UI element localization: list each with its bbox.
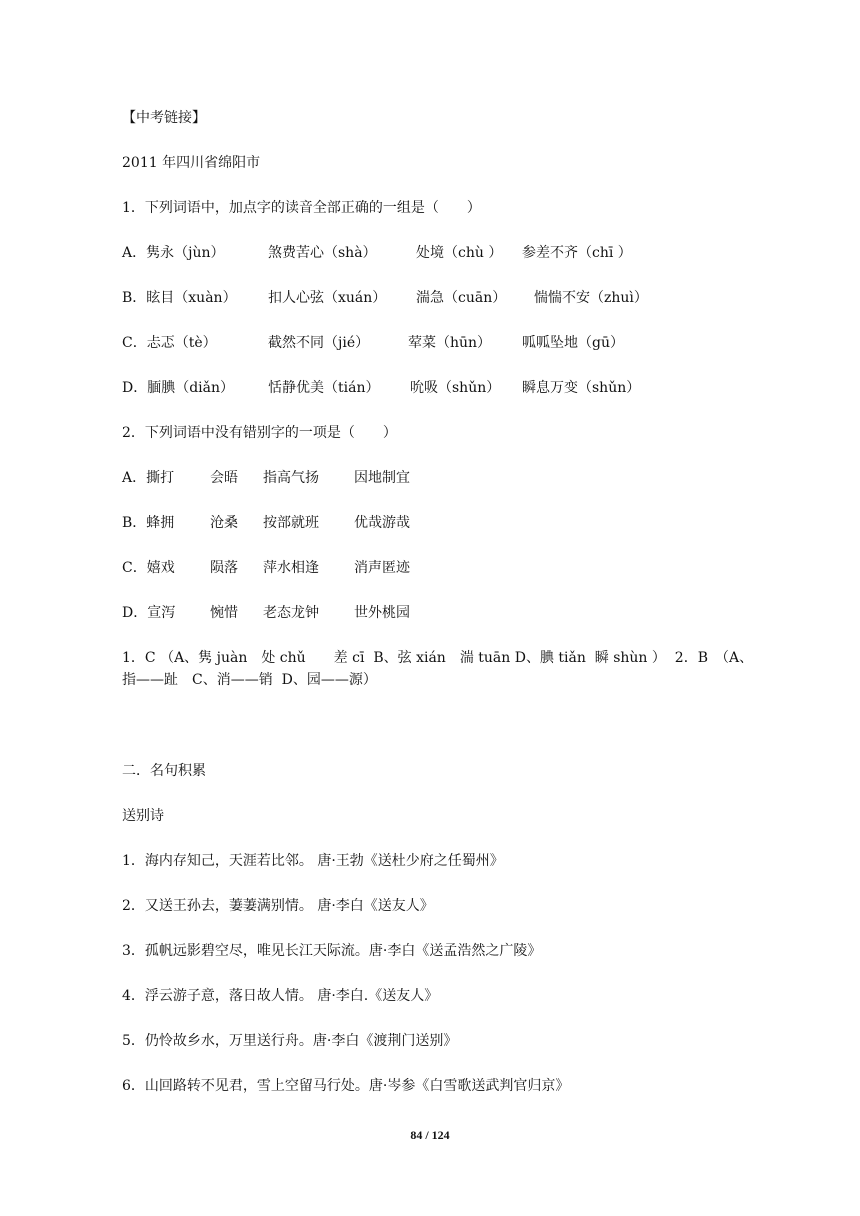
answer-key-line-1: 1．C （A、隽 juàn 处 chǔ 差 cī B、弦 xián 湍 tuān D、腆 tiǎn 瞬 shùn ） 2．B （A、 [122,650,754,666]
q2-option-b-col2: 沧桑 [210,515,238,531]
q1-option-b-col4: 惴惴不安（zhuì） [534,290,648,306]
question-2-stem: 2．下列词语中没有错别字的一项是（ ） [122,425,397,441]
answer-key-line-2: 指——趾 C、消——销 D、园——源） [122,672,377,688]
q1-option-d-col4: 瞬息万变（shǔn） [522,380,641,396]
quote-item: 4．浮云游子意，落日故人情。 唐·李白.《送友人》 [122,988,439,1004]
q2-option-b-col3: 按部就班 [263,515,319,531]
q2-option-b-col1: B．蜂拥 [122,515,175,531]
q1-option-a-col1: A．隽永（jùn） [122,245,225,261]
q1-option-a-col2: 煞费苦心（shà） [268,245,377,261]
q2-option-c-col3: 萍水相逢 [263,560,319,576]
q2-option-d-col3: 老态龙钟 [263,605,319,621]
q1-option-c-col1: C．忐忑（tè） [122,335,217,351]
q1-option-c-col2: 截然不同（jié） [268,335,370,351]
subheading-songbieshi: 送别诗 [122,808,164,824]
q2-option-d-col1: D．宣泻 [122,605,176,621]
q1-option-a-col4: 参差不齐（chī ） [522,245,632,261]
section-heading-mingju: 二．名句积累 [122,763,206,779]
q2-option-c-col2: 陨落 [210,560,238,576]
q2-option-a-col1: A．撕打 [122,470,175,486]
q2-option-d-col4: 世外桃园 [354,605,410,621]
quote-item: 3．孤帆远影碧空尽，唯见长江天际流。唐·李白《送孟浩然之广陵》 [122,943,542,959]
q1-option-b-col3: 湍急（cuān） [416,290,507,306]
q2-option-a-col4: 因地制宜 [354,470,410,486]
q1-option-d-col3: 吮吸（shǔn） [410,380,501,396]
page-number: 84 / 124 [410,1128,450,1142]
q2-option-d-col2: 惋惜 [210,605,238,621]
quote-item: 2．又送王孙去，萋萋满别情。 唐·李白《送友人》 [122,898,434,914]
q1-option-c-col4: 呱呱坠地（gū） [522,335,624,351]
q2-option-c-col1: C．嬉戏 [122,560,175,576]
source-line: 2011 年四川省绵阳市 [122,155,261,171]
section-heading-zhongkao: 【中考链接】 [122,110,206,126]
q2-option-a-col2: 会晤 [210,470,238,486]
q1-option-b-col1: B．眩目（xuàn） [122,290,237,306]
quote-item: 5．仍怜故乡水，万里送行舟。唐·李白《渡荆门送别》 [122,1033,458,1049]
quote-item: 6．山回路转不见君，雪上空留马行处。唐·岑参《白雪歌送武判官归京》 [122,1078,570,1094]
quote-item: 1．海内存知己，天涯若比邻。 唐·王勃《送杜少府之任蜀州》 [122,853,504,869]
q1-option-d-col2: 恬静优美（tián） [268,380,380,396]
question-1-stem: 1．下列词语中，加点字的读音全部正确的一组是（ ） [122,200,481,216]
q2-option-a-col3: 指高气扬 [263,470,319,486]
q1-option-a-col3: 处境（chù ） [416,245,503,261]
q2-option-b-col4: 优哉游哉 [354,515,410,531]
q1-option-d-col1: D．腼腆（diǎn） [122,380,235,396]
q2-option-c-col4: 消声匿迹 [354,560,410,576]
q1-option-b-col2: 扣人心弦（xuán） [268,290,387,306]
q1-option-c-col3: 荤菜（hūn） [408,335,492,351]
